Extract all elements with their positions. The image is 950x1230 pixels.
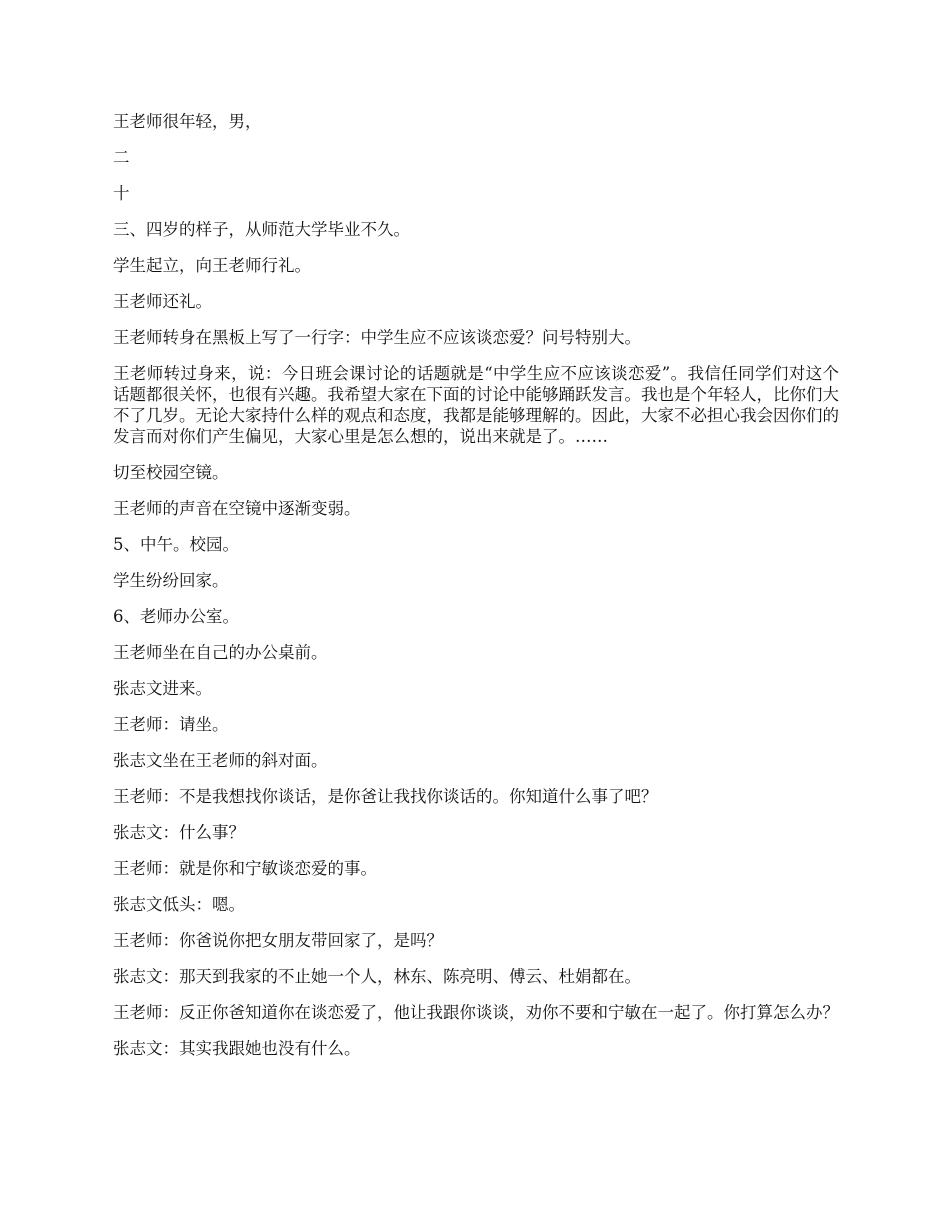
paragraph: 张志文低头：嗯。 xyxy=(113,895,245,914)
paragraph: 张志文：其实我跟她也没有什么。 xyxy=(113,1039,361,1058)
paragraph: 学生起立，向王老师行礼。 xyxy=(113,256,311,275)
paragraph: 王老师坐在自己的办公桌前。 xyxy=(113,643,328,662)
paragraph: 王老师：你爸说你把女朋友带回家了，是吗？ xyxy=(113,931,443,950)
paragraph: 张志文：什么事？ xyxy=(113,823,245,842)
paragraph: 张志文：那天到我家的不止她一个人，林东、陈亮明、傅云、杜娟都在。 xyxy=(113,967,641,986)
paragraph: 6、老师办公室。 xyxy=(113,607,239,626)
paragraph: 十 xyxy=(113,184,130,203)
paragraph: 三、四岁的样子，从师范大学毕业不久。 xyxy=(113,220,410,239)
paragraph: 二 xyxy=(113,148,130,167)
paragraph: 王老师转身在黑板上写了一行字：中学生应不应该谈恋爱？问号特别大。 xyxy=(113,328,641,347)
paragraph: 王老师：就是你和宁敏谈恋爱的事。 xyxy=(113,859,377,878)
paragraph: 王老师：反正你爸知道你在谈恋爱了，他让我跟你谈谈，劝你不要和宁敏在一起了。你打算怎么办？ xyxy=(113,1003,839,1022)
paragraph: 切至校园空镜。 xyxy=(113,463,229,482)
paragraph: 学生纷纷回家。 xyxy=(113,571,229,590)
paragraph: 张志文进来。 xyxy=(113,679,212,698)
paragraph: 王老师：请坐。 xyxy=(113,715,229,734)
paragraph: 王老师：不是我想找你谈话，是你爸让我找你谈话的。你知道什么事了吧？ xyxy=(113,787,658,806)
paragraph: 王老师还礼。 xyxy=(113,292,212,311)
document-body xyxy=(113,111,839,1074)
paragraph: 张志文坐在王老师的斜对面。 xyxy=(113,751,328,770)
paragraph: 王老师转过身来，说：今日班会课讨论的话题就是“中学生应不应该谈恋爱”。我信任同学们对这个话题都很关怀，也很有兴趣。我希望大家在下面的讨论中能够踊跃发言。我也是个年轻人，比你们大不了几岁。无论大家持什么样的观点和态度，我都是能够理解的。因此，大家不必担心我会因你们的发言而对你们产生偏见，大家心里是怎么想的，说出来就是了。…… xyxy=(113,364,839,446)
paragraph: 王老师很年轻，男， xyxy=(113,112,262,131)
paragraph: 5、中午。校园。 xyxy=(113,535,239,554)
paragraph: 王老师的声音在空镜中逐渐变弱。 xyxy=(113,499,361,518)
